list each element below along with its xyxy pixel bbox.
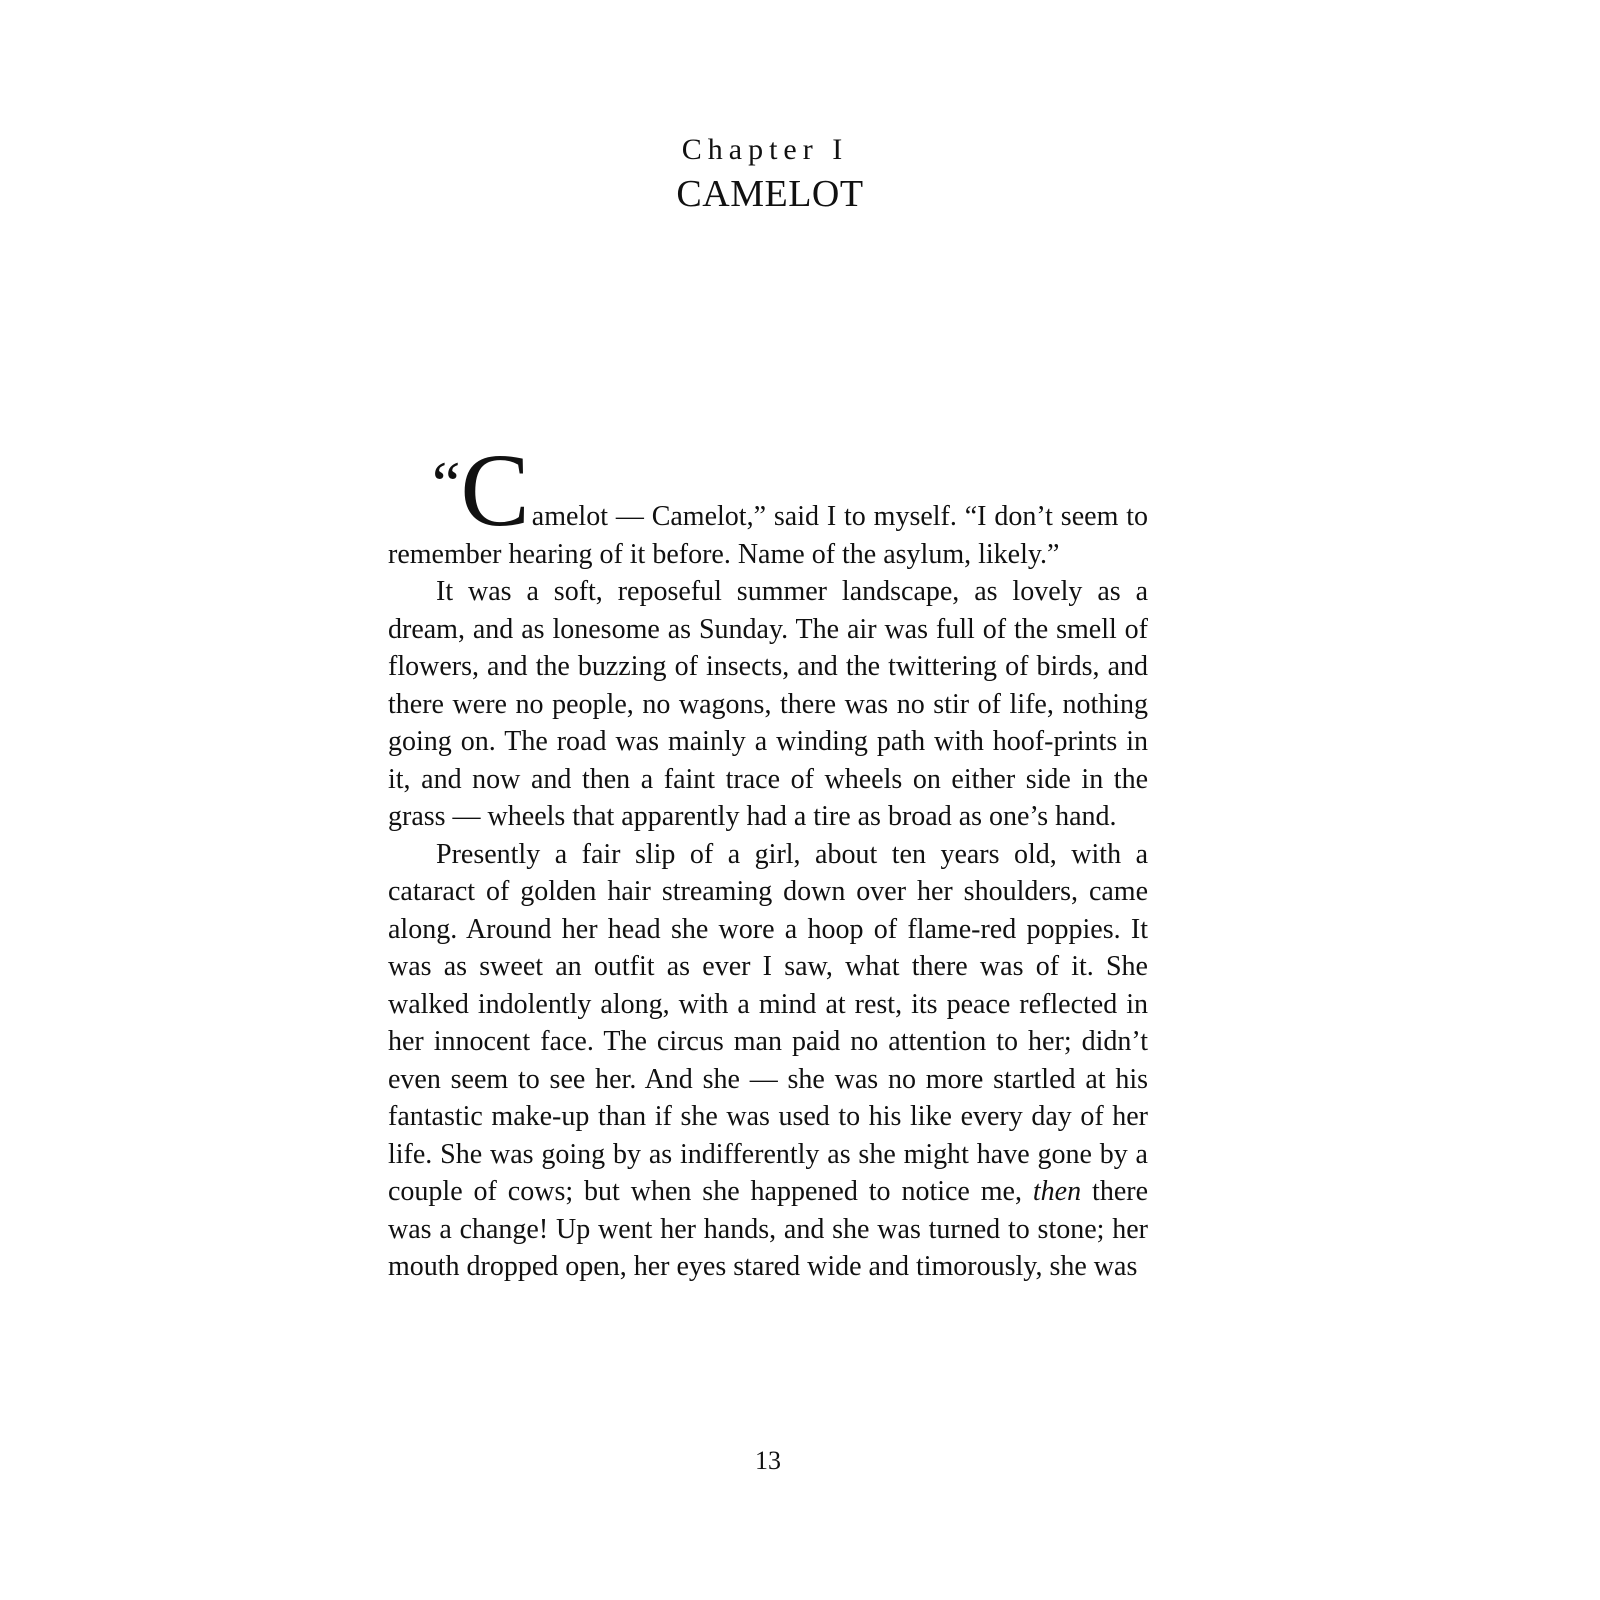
chapter-label: Chapter I xyxy=(681,133,849,166)
page-number: 13 xyxy=(755,1446,781,1475)
drop-quote-mark: “ xyxy=(432,448,461,519)
paragraph-3 xyxy=(388,836,1148,1286)
chapter-body xyxy=(388,433,1149,1286)
paragraph-1-text: amelot — Camelot,” said I to myself. “I don’t seem to remember hearing of it before. Name of the asylum, likely.” xyxy=(388,501,1148,570)
paragraph-3-text-after: there was a change! Up went her hands, and she was turned to stone; her mouth dropped open, her eyes stared wide and timorously, she was xyxy=(388,1176,1149,1282)
chapter-title: CAMELOT xyxy=(676,173,864,215)
paragraph-2: It was a soft, reposeful summer landscape, as lovely as a dream, and as lonesome as Sunday. The air was full of the smell of flowers, and the buzzing of insects, and the twittering of birds, and there were no people, no wagons, there was no stir of life, nothing going on. The road was mainly a winding path with hoof-prints in it, and now and then a faint trace of wheels on either side in the grass — wheels that apparently had a tire as broad as one’s hand. xyxy=(388,576,1148,832)
paragraph-1 xyxy=(388,433,1148,573)
paragraph-3-text-before: Presently a fair slip of a girl, about ten years old, with a cataract of golden hair streaming down over her shoulders, came along. Around her head she wore a hoop of flame-red poppies. It was as sweet an outfit as ever I saw, what there was of it. She walked indolently along, with a mind at rest, its peace reflected in her innocent face. The circus man paid no attention to her; didn’t even seem to see her. And she — she was no more startled at his fantastic make-up than if she was used to his like every day of her life. She was going by as indifferently as she might have gone by a couple of cows; but when she happened to notice me, xyxy=(388,838,1148,1207)
paragraph-3-italic: then xyxy=(1032,1176,1082,1207)
drop-cap: C xyxy=(460,433,530,548)
